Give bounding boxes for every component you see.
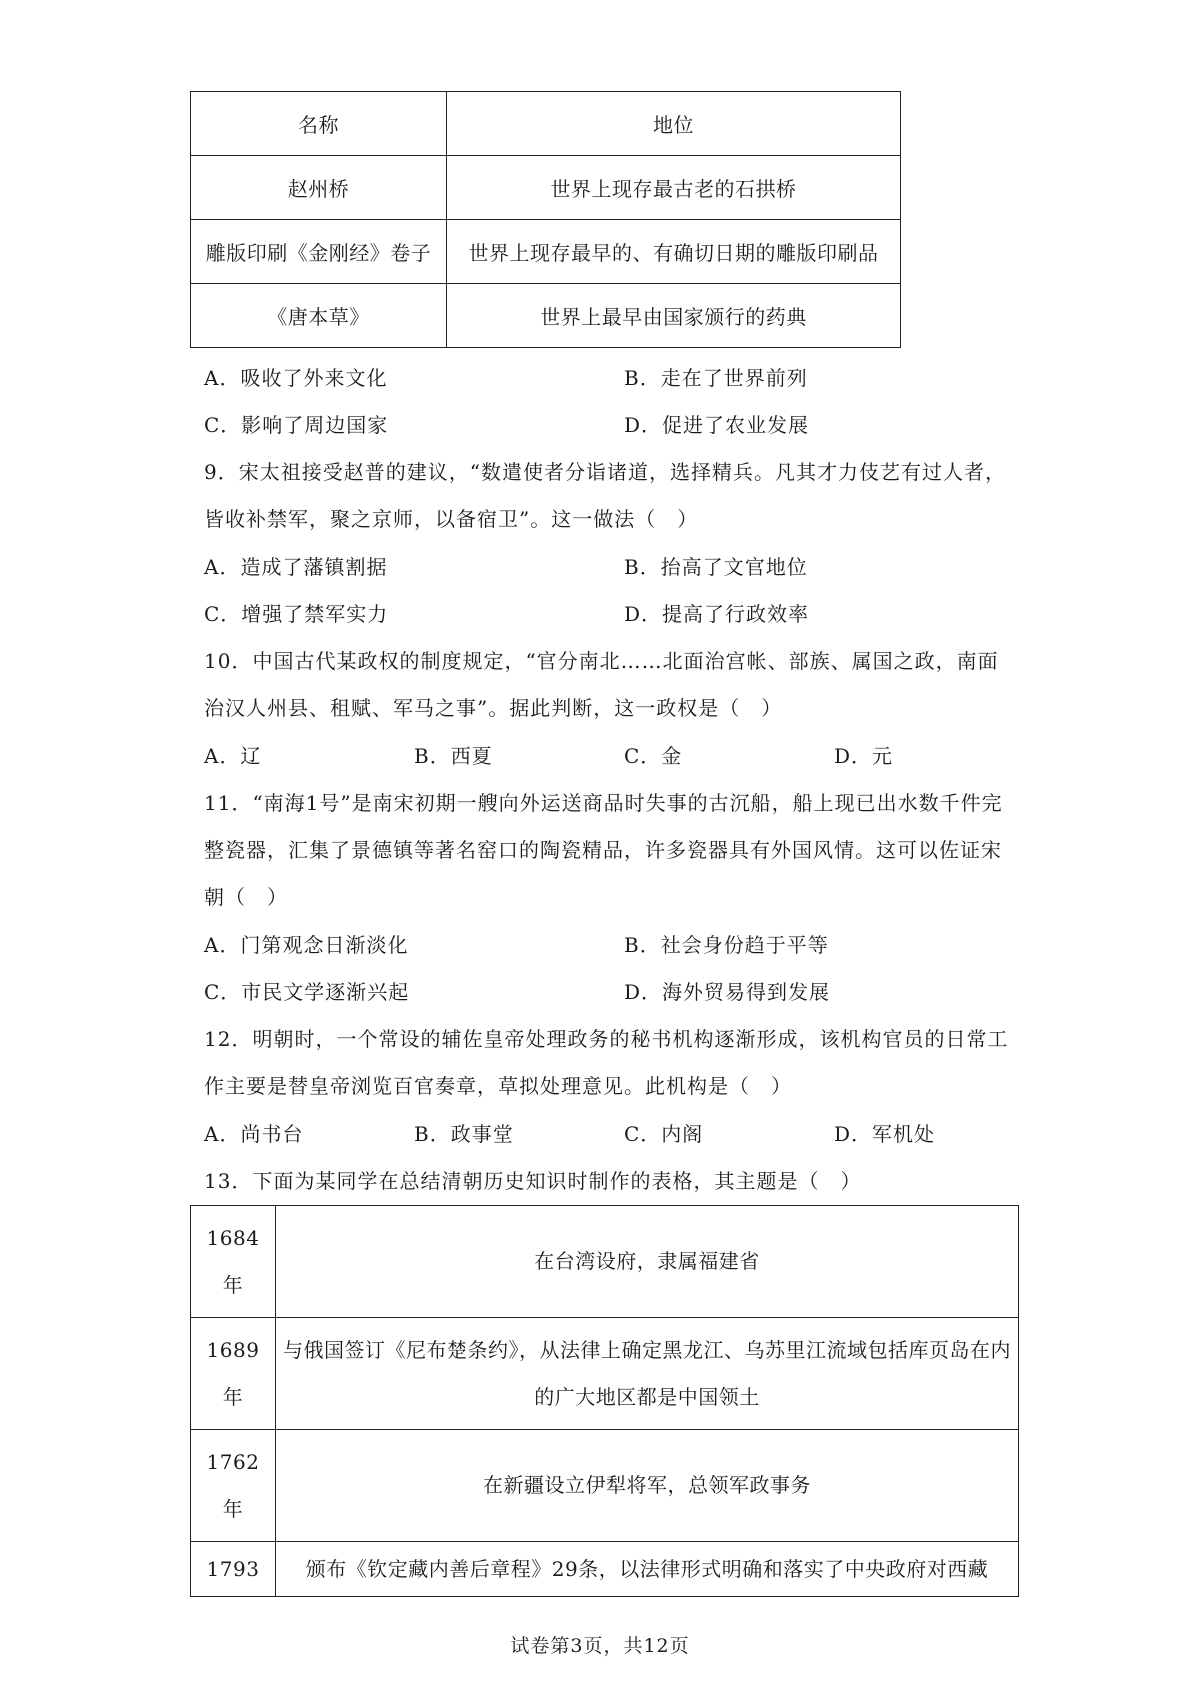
option-a[interactable]: A．辽 bbox=[204, 744, 262, 768]
table-header-row bbox=[191, 92, 901, 156]
option-a[interactable]: A．造成了藩镇割据 bbox=[204, 555, 388, 579]
option-d[interactable]: D．海外贸易得到发展 bbox=[624, 980, 831, 1004]
table-cell: 《唐本草》 bbox=[191, 284, 447, 348]
question-11-text: 整瓷器，汇集了景德镇等著名窑口的陶瓷精品，许多瓷器具有外国风情。这可以佐证宋 bbox=[204, 838, 1002, 862]
option-a[interactable]: A．尚书台 bbox=[204, 1122, 304, 1146]
year-cell: 1684年 bbox=[191, 1206, 276, 1318]
option-c[interactable]: C．金 bbox=[624, 744, 683, 768]
question-10-text: 治汉人州县、租赋、军马之事”。据此判断，这一政权是（ ） bbox=[204, 696, 783, 720]
option-c[interactable]: C．内阁 bbox=[624, 1122, 704, 1146]
question-9-text: 9．宋太祖接受赵普的建议，“数遣使者分诣诸道，选择精兵。凡其才力伎艺有过人者， bbox=[204, 460, 1006, 484]
option-b[interactable]: B．抬高了文官地位 bbox=[624, 555, 808, 579]
table-row bbox=[191, 1542, 1019, 1597]
option-b[interactable]: B．政事堂 bbox=[414, 1122, 514, 1146]
page-footer: 试卷第3页，共12页 bbox=[510, 1635, 690, 1657]
question-11-text: 朝（ ） bbox=[204, 885, 288, 909]
event-cell: 颁布《钦定藏内善后章程》29条，以法律形式明确和落实了中央政府对西藏 bbox=[276, 1542, 1019, 1597]
question-13-text: 13．下面为某同学在总结清朝历史知识时制作的表格，其主题是（ ） bbox=[204, 1169, 862, 1193]
option-a[interactable]: A．吸收了外来文化 bbox=[204, 366, 388, 390]
table-row bbox=[191, 156, 901, 220]
qing-history-table bbox=[190, 1205, 1019, 1597]
option-b[interactable]: B．西夏 bbox=[414, 744, 493, 768]
question-12-text: 12．明朝时，一个常设的辅佐皇帝处理政务的秘书机构逐渐形成，该机构官员的日常工 bbox=[204, 1027, 1009, 1051]
option-d[interactable]: D．促进了农业发展 bbox=[624, 413, 810, 437]
option-b[interactable]: B．走在了世界前列 bbox=[624, 366, 808, 390]
question-9-text: 皆收补禁军，聚之京师，以备宿卫”。这一做法（ ） bbox=[204, 507, 699, 531]
table-cell: 世界上现存最古老的石拱桥 bbox=[447, 156, 901, 220]
table-cell: 赵州桥 bbox=[191, 156, 447, 220]
table-cell: 世界上现存最早的、有确切日期的雕版印刷品 bbox=[447, 220, 901, 284]
table-header-cell: 名称 bbox=[191, 92, 447, 156]
question-12-text: 作主要是替皇帝浏览百官奏章，草拟处理意见。此机构是（ ） bbox=[204, 1074, 792, 1098]
event-cell: 与俄国签订《尼布楚条约》，从法律上确定黑龙江、乌苏里江流域包括库页岛在内的广大地区都是中国领土 bbox=[276, 1318, 1019, 1430]
option-d[interactable]: D．元 bbox=[834, 744, 894, 768]
event-cell: 在台湾设府，隶属福建省 bbox=[276, 1206, 1019, 1318]
year-cell: 1793 bbox=[191, 1542, 276, 1597]
table-row bbox=[191, 284, 901, 348]
year-cell: 1762年 bbox=[191, 1430, 276, 1542]
table-cell: 世界上最早由国家颁行的药典 bbox=[447, 284, 901, 348]
question-11-text: 11．“南海1号”是南宋初期一艘向外运送商品时失事的古沉船，船上现已出水数千件完 bbox=[204, 791, 1003, 815]
option-c[interactable]: C．市民文学逐渐兴起 bbox=[204, 980, 410, 1004]
table-row bbox=[191, 220, 901, 284]
table-row bbox=[191, 1206, 1019, 1318]
question-10-text: 10．中国古代某政权的制度规定，“官分南北……北面治宫帐、部族、属国之政，南面 bbox=[204, 649, 999, 673]
year-cell: 1689年 bbox=[191, 1318, 276, 1430]
table-header-cell: 地位 bbox=[447, 92, 901, 156]
event-cell: 在新疆设立伊犁将军，总领军政事务 bbox=[276, 1430, 1019, 1542]
option-a[interactable]: A．门第观念日渐淡化 bbox=[204, 933, 409, 957]
option-c[interactable]: C．影响了周边国家 bbox=[204, 413, 389, 437]
option-c[interactable]: C．增强了禁军实力 bbox=[204, 602, 389, 626]
option-b[interactable]: B．社会身份趋于平等 bbox=[624, 933, 829, 957]
achievements-table bbox=[190, 91, 901, 348]
table-row bbox=[191, 1430, 1019, 1542]
table-row bbox=[191, 1318, 1019, 1430]
table-cell: 雕版印刷《金刚经》卷子 bbox=[191, 220, 447, 284]
option-d[interactable]: D．军机处 bbox=[834, 1122, 936, 1146]
option-d[interactable]: D．提高了行政效率 bbox=[624, 602, 810, 626]
